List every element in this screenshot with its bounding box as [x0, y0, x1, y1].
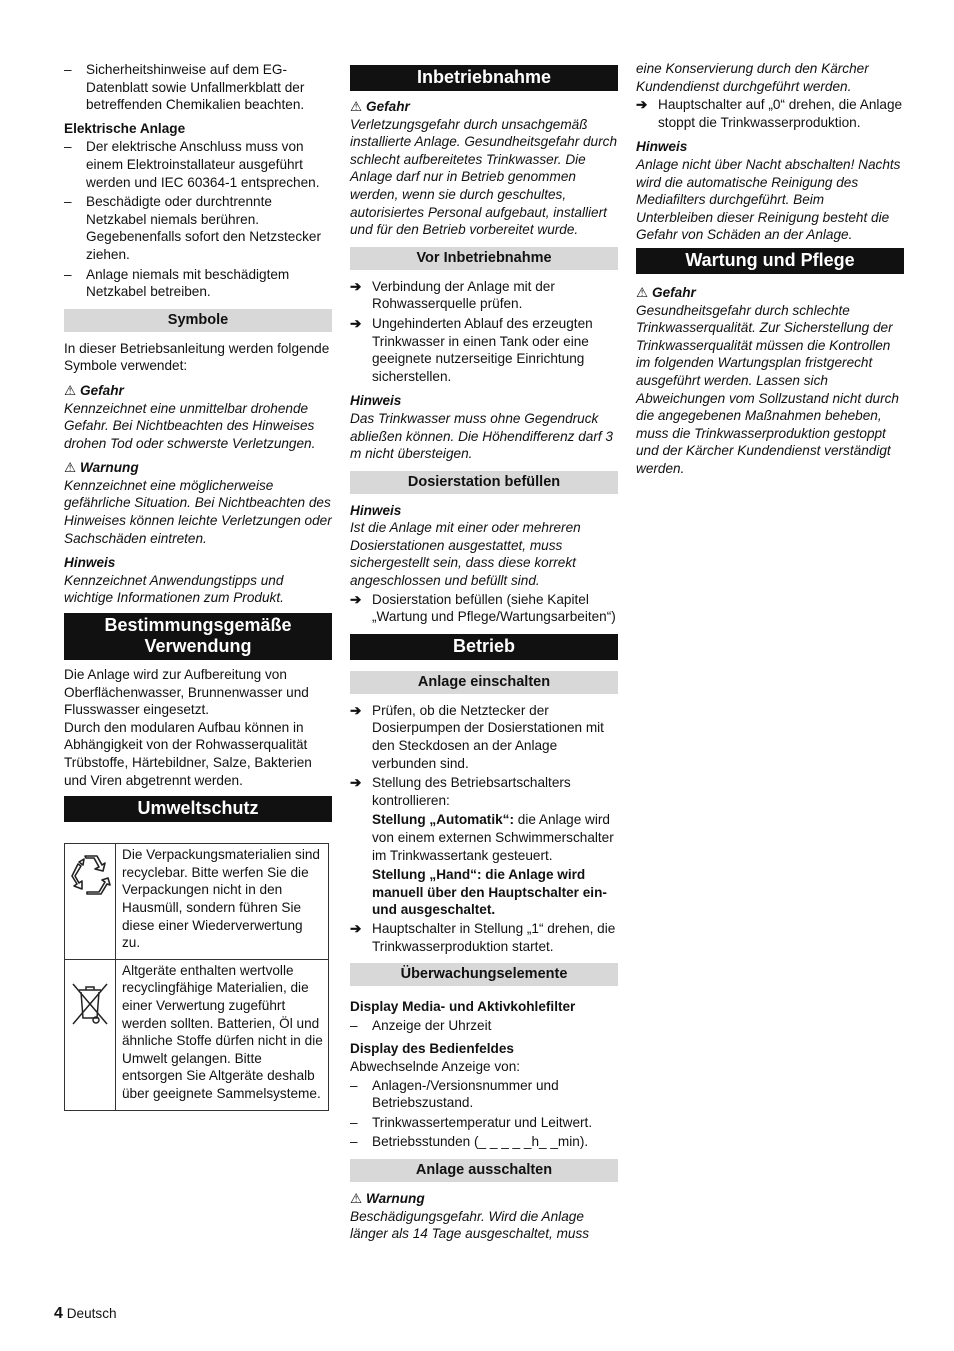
- hinweis-label: Hinweis: [64, 555, 116, 571]
- page-number: 4: [54, 1305, 63, 1322]
- heading-vor-inbetriebnahme: Vor Inbetriebnahme: [350, 247, 618, 270]
- heading-dosierstation: Dosierstation befüllen: [350, 471, 618, 494]
- paragraph: Durch den modularen Aufbau können in Abhängigkeit von der Rohwasserqualität Trübstoffe, Härtebildner, Salze, Bakterien und Viren abgetrennt werden.: [64, 719, 312, 788]
- gefahr-label: ⚠ Gefahr: [636, 284, 696, 300]
- list-item: ➔ Hauptschalter auf „0“ drehen, die Anlage stoppt die Trinkwasserproduktion.: [636, 97, 903, 130]
- warnung-label: ⚠ Warnung: [350, 1190, 425, 1206]
- arrow-icon: ➔: [350, 702, 362, 718]
- warnung-label: ⚠ Warnung: [64, 460, 139, 476]
- environment-table: [64, 843, 329, 1110]
- hinweis-label: Hinweis: [636, 139, 688, 155]
- section-title: Display Media- und Aktivkohlefilter: [350, 999, 576, 1015]
- paragraph: Das Trinkwasser muss ohne Gegendruck abließen können. Die Höhendifferenz darf 3 m nicht übersteigen.: [350, 410, 613, 462]
- section-title: Display des Bedienfeldes: [350, 1041, 514, 1057]
- list-item: – Anlagen-/Versionsnummer und Betriebszustand.: [350, 1077, 559, 1111]
- heading-anlage-ausschalten: Anlage ausschalten: [350, 1159, 618, 1182]
- section-title-elektrische-anlage: Elektrische Anlage: [64, 120, 186, 136]
- paragraph: Kennzeichnet eine unmittelbar drohende Gefahr. Bei Nichtbeachten des Hinweises drohen Tod oder schwerste Verletzungen.: [64, 400, 316, 451]
- crossed-bin-icon: [69, 978, 111, 1028]
- heading-inbetriebnahme: Inbetriebnahme: [350, 65, 618, 91]
- gefahr-label: ⚠ Gefahr: [350, 99, 410, 114]
- heading-betrieb: Betrieb: [350, 634, 618, 660]
- paragraph: eine Konservierung durch den Kärcher Kundendienst durchgeführt werden.: [636, 61, 869, 94]
- paragraph: Gesundheitsgefahr durch schlechte Trinkwasserqualität. Zur Sicherstellung der Trinkwasserqualität müssen die Kontrollen im folgenden Wartungsplan fristgerecht ausgeführt werden. Lassen sich Abweichungen vom Sollzustand nicht durch die angegebenen Maßnahmen beheben, muss die Trinkwasserproduktion gestoppt und der Kärcher Kundendienst verständigt werden.: [636, 302, 899, 476]
- arrow-icon: ➔: [350, 920, 362, 936]
- list-item: ➔ Prüfen, ob die Netztecker der Dosierpumpen der Dosierstationen mit den Steckdosen an der Anlage verbunden sind.: [350, 702, 604, 771]
- list-item: ➔ Dosierstation befüllen (siehe Kapitel „Wartung und Pflege/Wartungsarbeiten“): [350, 591, 616, 625]
- warning-triangle-icon: ⚠: [350, 99, 363, 114]
- paragraph: Die Anlage wird zur Aufbereitung von Oberflächenwasser, Brunnenwasser und Flusswasser eingesetzt.: [64, 667, 309, 718]
- list-item: – Trinkwassertemperatur und Leitwert.: [350, 1114, 593, 1130]
- list-item: – Anlage niemals mit beschädigtem Netzkabel betreiben.: [64, 266, 290, 300]
- list-item: – Der elektrische Anschluss muss von einem Elektroinstallateur ausgeführt werden und IEC 60364-1 entsprechen.: [64, 139, 320, 190]
- column-left: [64, 60, 332, 1111]
- list-item: ➔ Ungehinderten Ablauf des erzeugten Trinkwasser in einen Tank oder eine geeignete nutzerseitige Einrichtung sicherstellen.: [350, 315, 593, 384]
- column-middle: [350, 60, 618, 1243]
- list-item: ➔ Hauptschalter in Stellung „1“ drehen, die Trinkwasserproduktion startet.: [350, 920, 616, 954]
- paragraph: Kennzeichnet Anwendungstipps und wichtige Informationen zum Produkt.: [64, 572, 284, 606]
- table-cell-text: Die Verpackungsmaterialien sind recyclebar. Bitte werfen Sie die Verpackungen nicht in den Hausmüll, sondern führen Sie diese einer Wiederverwertung zu.: [116, 844, 329, 960]
- hinweis-label: Hinweis: [350, 502, 402, 518]
- table-cell-icon: [65, 959, 116, 1110]
- warning-triangle-icon: ⚠: [64, 460, 77, 476]
- paragraph: Stellung „Hand“: die Anlage wird manuell über den Hauptschalter ein- und ausgeschaltet.: [372, 867, 607, 918]
- table-row: [65, 959, 329, 1110]
- arrow-icon: ➔: [350, 775, 362, 791]
- arrow-icon: ➔: [350, 591, 362, 607]
- table-cell-text: Altgeräte enthalten wertvolle recyclingfähige Materialien, die einer Verwertung zugeführt werden sollten. Batterien, Öl und ähnliche Stoffe dürfen nicht in die Umwelt gelangen. Bitte entsorgen Sie Altgeräte deshalb über geeignete Sammelsysteme.: [116, 959, 329, 1110]
- arrow-icon: ➔: [350, 278, 362, 294]
- heading-ueberwachungselemente: Überwachungselemente: [350, 963, 618, 986]
- list-item: – Sicherheitshinweise auf dem EG-Datenblatt sowie Unfallmerkblatt der betreffenden Chemikalien beachten.: [64, 62, 305, 113]
- recycle-icon: [67, 852, 113, 898]
- heading-wartung-und-pflege: Wartung und Pflege: [636, 248, 904, 274]
- heading-bestimmung: Bestimmungsgemäße Verwendung: [64, 613, 332, 660]
- heading-umweltschutz: Umweltschutz: [64, 796, 332, 822]
- heading-anlage-einschalten: Anlage einschalten: [350, 671, 618, 694]
- footer-language: Deutsch: [66, 1306, 117, 1321]
- warning-triangle-icon: ⚠: [636, 284, 649, 300]
- paragraph: Verletzungsgefahr durch unsachgemäß installierte Anlage. Gesundheitsgefahr durch schlecht aufbereitetes Trinkwasser. Die Anlage darf nur in Betrieb genommen werden, wenn sie durch geschultes, autorisiertes Personal aufgebaut, installiert und für den Betrieb vorbereitet wurde.: [350, 116, 618, 238]
- paragraph: Stellung „Automatik“: die Anlage wird von einem externen Schwimmerschalter im Trinkwassertank gesteuert.: [372, 812, 614, 863]
- paragraph: Ist die Anlage mit einer oder mehreren Dosierstationen ausgestattet, muss sichergestellt sein, dass diese korrekt angeschlossen und befüllt sind.: [350, 520, 581, 589]
- warning-triangle-icon: ⚠: [350, 1190, 363, 1206]
- list-item: – Anzeige der Uhrzeit: [350, 1017, 492, 1033]
- list-item: – Betriebsstunden (_ _ _ _ _h_ _min).: [350, 1134, 589, 1150]
- heading-symbole: Symbole: [64, 309, 332, 332]
- paragraph: In dieser Betriebsanleitung werden folgende Symbole verwendet:: [64, 340, 330, 374]
- table-row: [65, 844, 329, 960]
- table-cell-icon: [65, 844, 116, 960]
- list-item: ➔ Verbindung der Anlage mit der Rohwasserquelle prüfen.: [350, 278, 555, 312]
- paragraph: Kennzeichnet eine möglicherweise gefährliche Situation. Bei Nichtbeachten des Hinweises können leichte Verletzungen oder Sachschäden eintreten.: [64, 477, 332, 546]
- paragraph: Abwechselnde Anzeige von:: [350, 1058, 521, 1074]
- column-right: [636, 60, 904, 477]
- gefahr-label: ⚠ Gefahr: [64, 382, 124, 398]
- paragraph: Anlage nicht über Nacht abschalten! Nachts wird die automatische Reinigung des Mediafilters durchgeführt. Beim Unterbleiben dieser Reinigung besteht die Gefahr von Schäden an der Anlage.: [636, 156, 901, 243]
- paragraph: Beschädigungsgefahr. Wird die Anlage länger als 14 Tage ausgeschaltet, muss: [350, 1208, 590, 1242]
- page-footer: [54, 1305, 117, 1323]
- arrow-icon: ➔: [636, 97, 648, 113]
- hinweis-label: Hinweis: [350, 393, 402, 409]
- warning-triangle-icon: ⚠: [64, 382, 77, 398]
- arrow-icon: ➔: [350, 315, 362, 331]
- list-item: – Beschädigte oder durchtrennte Netzkabel niemals berühren. Gegebenenfalls sofort den Netzstecker ziehen.: [64, 194, 322, 262]
- list-item: ➔ Stellung des Betriebsartschalters kontrollieren:: [350, 775, 571, 808]
